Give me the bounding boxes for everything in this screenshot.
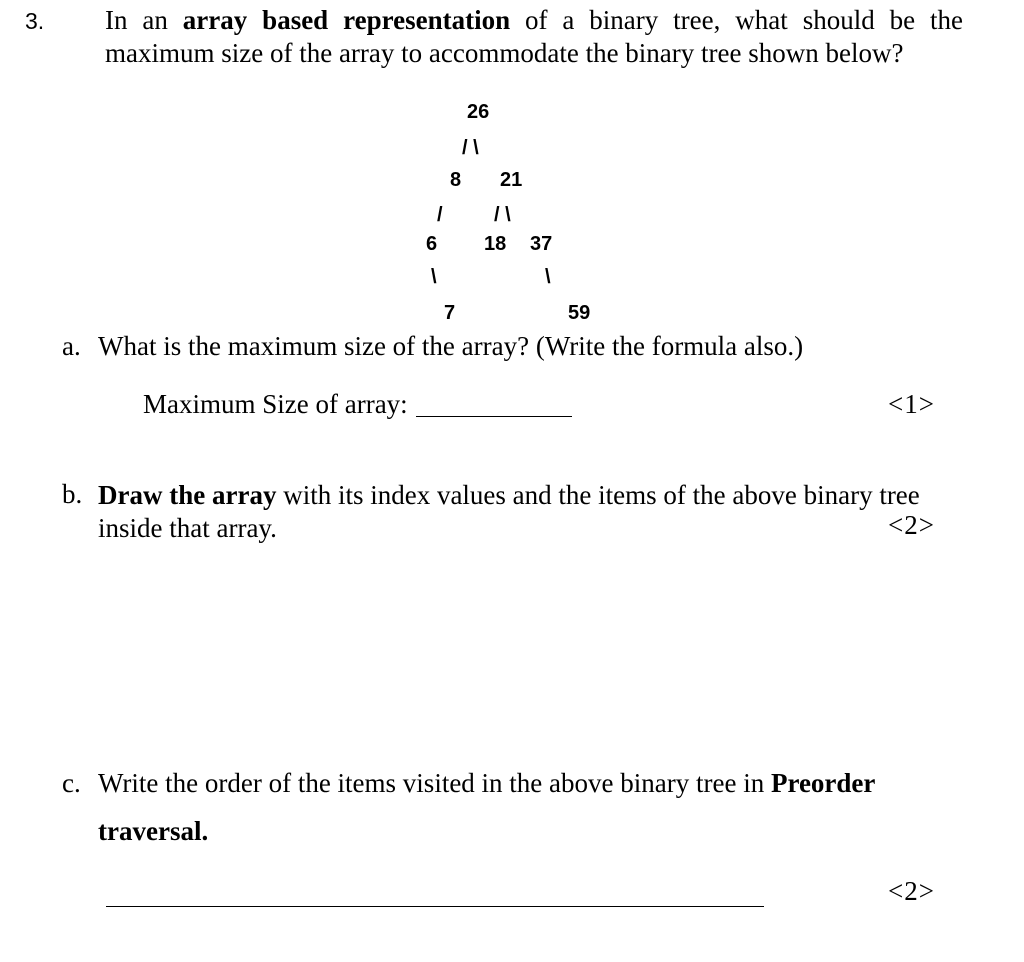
bold-phrase: array based representation xyxy=(182,5,511,35)
tree-edge-8: / xyxy=(437,204,443,226)
part-b-answer-area[interactable] xyxy=(98,560,964,750)
tree-node-21: 21 xyxy=(500,169,523,191)
tree-node-59: 59 xyxy=(568,302,591,324)
tree-node-7: 7 xyxy=(444,302,456,324)
question-number: 3. xyxy=(25,8,45,34)
bold-phrase: Draw the array xyxy=(98,480,277,510)
part-b-question: Draw the array with its index values and the items of the above binary tree inside that array. xyxy=(98,480,920,543)
tree-node-37: 37 xyxy=(530,233,553,255)
part-c-marks: <2> xyxy=(888,876,935,906)
tree-edge-37: \ xyxy=(545,266,551,288)
part-c-question-cont: traversal. xyxy=(98,816,209,846)
tree-edge-6: \ xyxy=(431,266,437,288)
tree-edges-21: / \ xyxy=(494,204,511,226)
bold-phrase: Preorder xyxy=(770,768,876,798)
part-b-letter: b. xyxy=(62,479,83,509)
part-a-marks: <1> xyxy=(888,389,935,419)
tree-edges-26: / \ xyxy=(462,137,479,159)
binary-tree-diagram xyxy=(0,0,1024,340)
part-c-answer-blank[interactable] xyxy=(106,880,764,907)
tree-node-6: 6 xyxy=(426,233,438,255)
part-c-letter: c. xyxy=(62,768,81,798)
tree-node-8: 8 xyxy=(450,169,462,191)
question-text: In an array based representation of a binary tree, what should be the maximum size of the array to accommodate the binary tree shown below? xyxy=(105,5,963,68)
tree-node-26: 26 xyxy=(467,101,490,123)
part-a-letter: a. xyxy=(62,331,81,361)
part-c-question: Write the order of the items visited in the above binary tree in Preorder xyxy=(98,768,876,798)
part-a-answer-label: Maximum Size of array: xyxy=(143,389,408,419)
part-b-marks: <2> xyxy=(888,510,935,540)
part-a-answer-blank[interactable] xyxy=(416,386,572,417)
part-a-question: What is the maximum size of the array? (Write the formula also.) xyxy=(98,331,804,361)
tree-node-18: 18 xyxy=(484,233,507,255)
